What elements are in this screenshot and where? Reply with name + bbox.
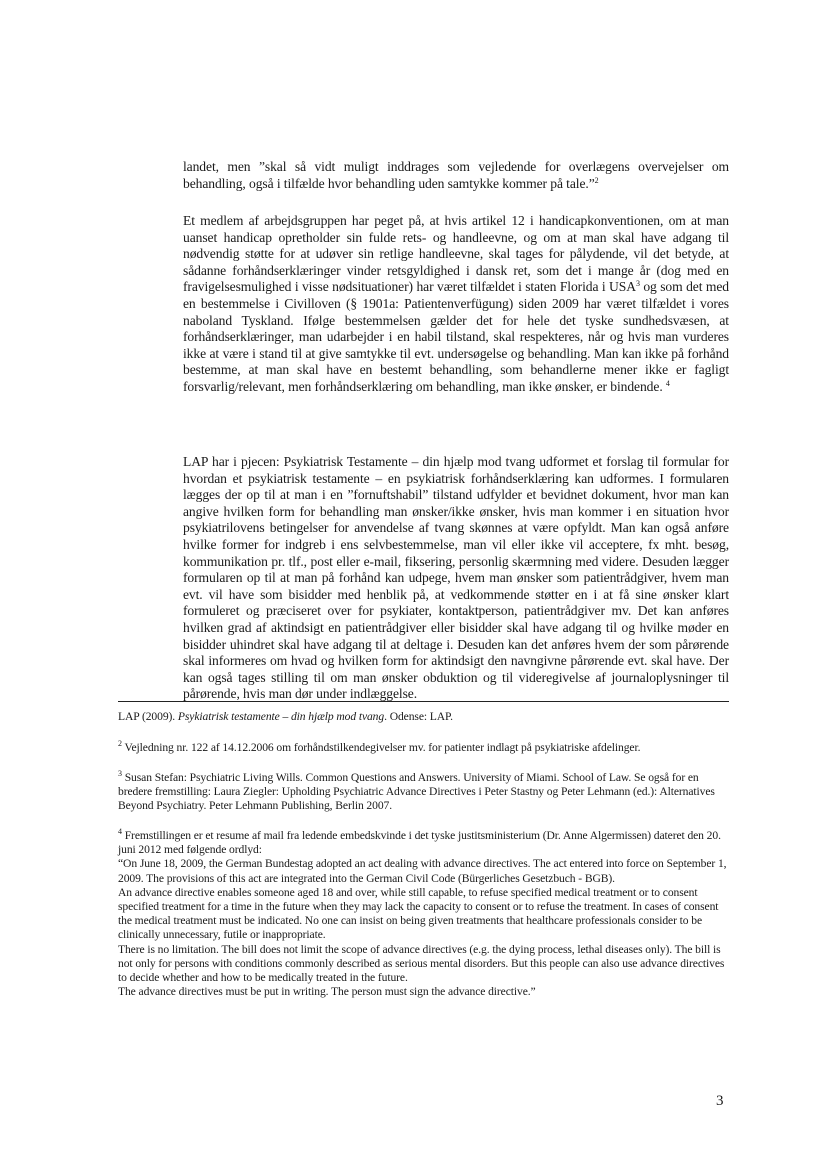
reference-title: Psykiatrisk testamente – din hjælp mod tvang bbox=[177, 710, 385, 723]
footnote-quote-line: The advance directives must be put in writing. The person must sign the advance directive.” bbox=[118, 985, 536, 999]
reference-text: . Odense: LAP. bbox=[384, 710, 453, 723]
footnote-ref: 3 bbox=[635, 279, 640, 289]
footnote-number: 4 bbox=[118, 827, 122, 836]
footnote-quote-line: An advance directive enables someone aged 18 and over, while still capable, to refuse specified medical treatment or to consent specified treatment for a time in the future when they may lack the capacity to consent or to refuse the treatment. In cases of consent the medical treatment must be indicated. No one can insist on being given treatments that healthcare professionals consider to be clinically unnecessary, futile or inappropriate. bbox=[118, 885, 719, 942]
reference-text: LAP (2009). bbox=[118, 710, 178, 723]
footnote-2 bbox=[118, 741, 730, 755]
footnote-number: 3 bbox=[118, 769, 122, 778]
footnote-quote-line: “On June 18, 2009, the German Bundestag adopted an act dealing with advance directives. The act entered into force on September 1, 2009. The provisions of this act are integrated into the German Civil Code (Bürgerliches Gesetzbuch - BGB). bbox=[118, 857, 727, 885]
reference-lap bbox=[118, 710, 730, 724]
paragraph-text: og som det med en bestemmelse i Civilloven (§ 1901a: Patientenverfügung) siden 2009 har været tilfældet i vores naboland Tyskland. Ifølge bestemmelsen gælder det for hele det tyske sundhedsvæsen, at forhåndserklæringer, man udarbejder i en habil tilstand, skal respekteres, når og hvis man vurderes ikke at være i stand til at give samtykke til evt. undersøgelse og behandling. Man kan ikke på forhånd bestemme, at man skal have en bestemt behandling, som behandlerne mener ikke er fagligt forsvarlig/relevant, men forhåndserklæring om behandling, man ikke ønsker, er bindende. bbox=[183, 279, 729, 394]
footnote-text: Vejledning nr. 122 af 14.12.2006 om forhåndstilkendegivelser mv. for patienter indlagt på psykiatriske afdelinger. bbox=[121, 741, 641, 754]
paragraph-text: landet, men ”skal så vidt muligt inddrages som vejledende for overlægens overvejelser om behandling, også i tilfælde hvor behandling uden samtykke kommer på tale.” bbox=[183, 159, 729, 191]
paragraph-text: Et medlem af arbejdsgruppen har peget på, at hvis artikel 12 i handicapkonventionen, om at man uanset handicap opretholder sin fulde rets- og handleevne, og om at man skal have adgang til nødvendig støtte for at udøver sin retlige handleevne, skal tages for pålydende, vil det betyde, at sådanne forhåndserklæringer vinder retsgyldighed i dansk ret, som det i mange år (dog med en fravigelsesmulighed i visse nødsituationer) har været tilfældet i staten Florida i USA bbox=[183, 213, 729, 295]
footnote-text: Fremstillingen er et resume af mail fra ledende embedskvinde i det tyske justitsministerium (Dr. Anne Algermissen) dateret den 20. juni 2012 med følgende ordlyd: bbox=[118, 829, 721, 857]
footnote-number: 2 bbox=[118, 739, 122, 748]
footnote-ref: 4 bbox=[665, 378, 670, 388]
body-paragraph-1 bbox=[183, 159, 729, 192]
footnote-quote-line: There is no limitation. The bill does not limit the scope of advance directives (e.g. the dying process, lethal diseases only). The bill is not only for persons with conditions commonly described as serious mental disorders. But this people can also use advance directives to decide whether and how to be medically treated in the future. bbox=[118, 942, 725, 985]
footnote-separator bbox=[118, 701, 729, 702]
footnote-ref: 2 bbox=[594, 175, 599, 185]
paragraph-text: LAP har i pjecen: Psykiatrisk Testamente – din hjælp mod tvang udformet et forslag til formular for hvordan et psykiatrisk testamente – en psykiatrisk forhåndserklæring kan udformes. I formularen lægges der op til at man i en ”fornuftshabil” tilstand udfylder et bevidnet dokument, hvor man kan angive hvilken form for behandling man ønsker/ikke ønsker, hvis man kommer i en situation hvor psykiatrilovens betingelser for anvendelse af tvang skønnes at være opfyldt. Man kan også anføre hvilke former for indgreb i ens selvbestemmelse, man vil eller ikke vil acceptere, fx mht. besøg, kommunikation pr. tlf., post eller e-mail, fiksering, personlig skærmning med videre. Desuden lægger formularen op til at man på forhånd kan udpege, hvem man ønsker som patientrådgiver, hvem man evt. vil have som bisidder med henblik på, at vedkommende støtter en i at få sine ønsker klart formuleret og præciseret over for psykiater, kontaktperson, patientrådgiver mv. Det kan anføres hvilken grad af aktindsigt en patientrådgiver eller bisidder skal have adgang til og hvilke møder en bisidder uhindret skal have adgang til at deltage i. Desuden kan det anføres hvem der som pårørende skal informeres om hvad og hvilken form for aktindsigt den navngivne pårørende evt. skal have. Der kan også tages stilling til om man ønsker obduktion og til videregivelse af journaloplysninger til pårørende, hvis man dør under indlæggelse. bbox=[183, 454, 729, 702]
footnote-3 bbox=[118, 771, 730, 814]
body-paragraph-3 bbox=[183, 454, 729, 703]
footnote-4 bbox=[118, 829, 730, 999]
footnote-text: Susan Stefan: Psychiatric Living Wills. Common Questions and Answers. University of Miami. School of Law. Se også for en bredere fremstilling: Laura Ziegler: Upholding Psychiatric Advance Directives i Peter Stastny og Peter Lehmann (ed.): Alternatives Beyond Psychiatry. Peter Lehmann Publishing, Berlin 2007. bbox=[118, 771, 715, 813]
page-number: 3 bbox=[716, 1093, 724, 1109]
body-paragraph-2 bbox=[183, 213, 729, 396]
